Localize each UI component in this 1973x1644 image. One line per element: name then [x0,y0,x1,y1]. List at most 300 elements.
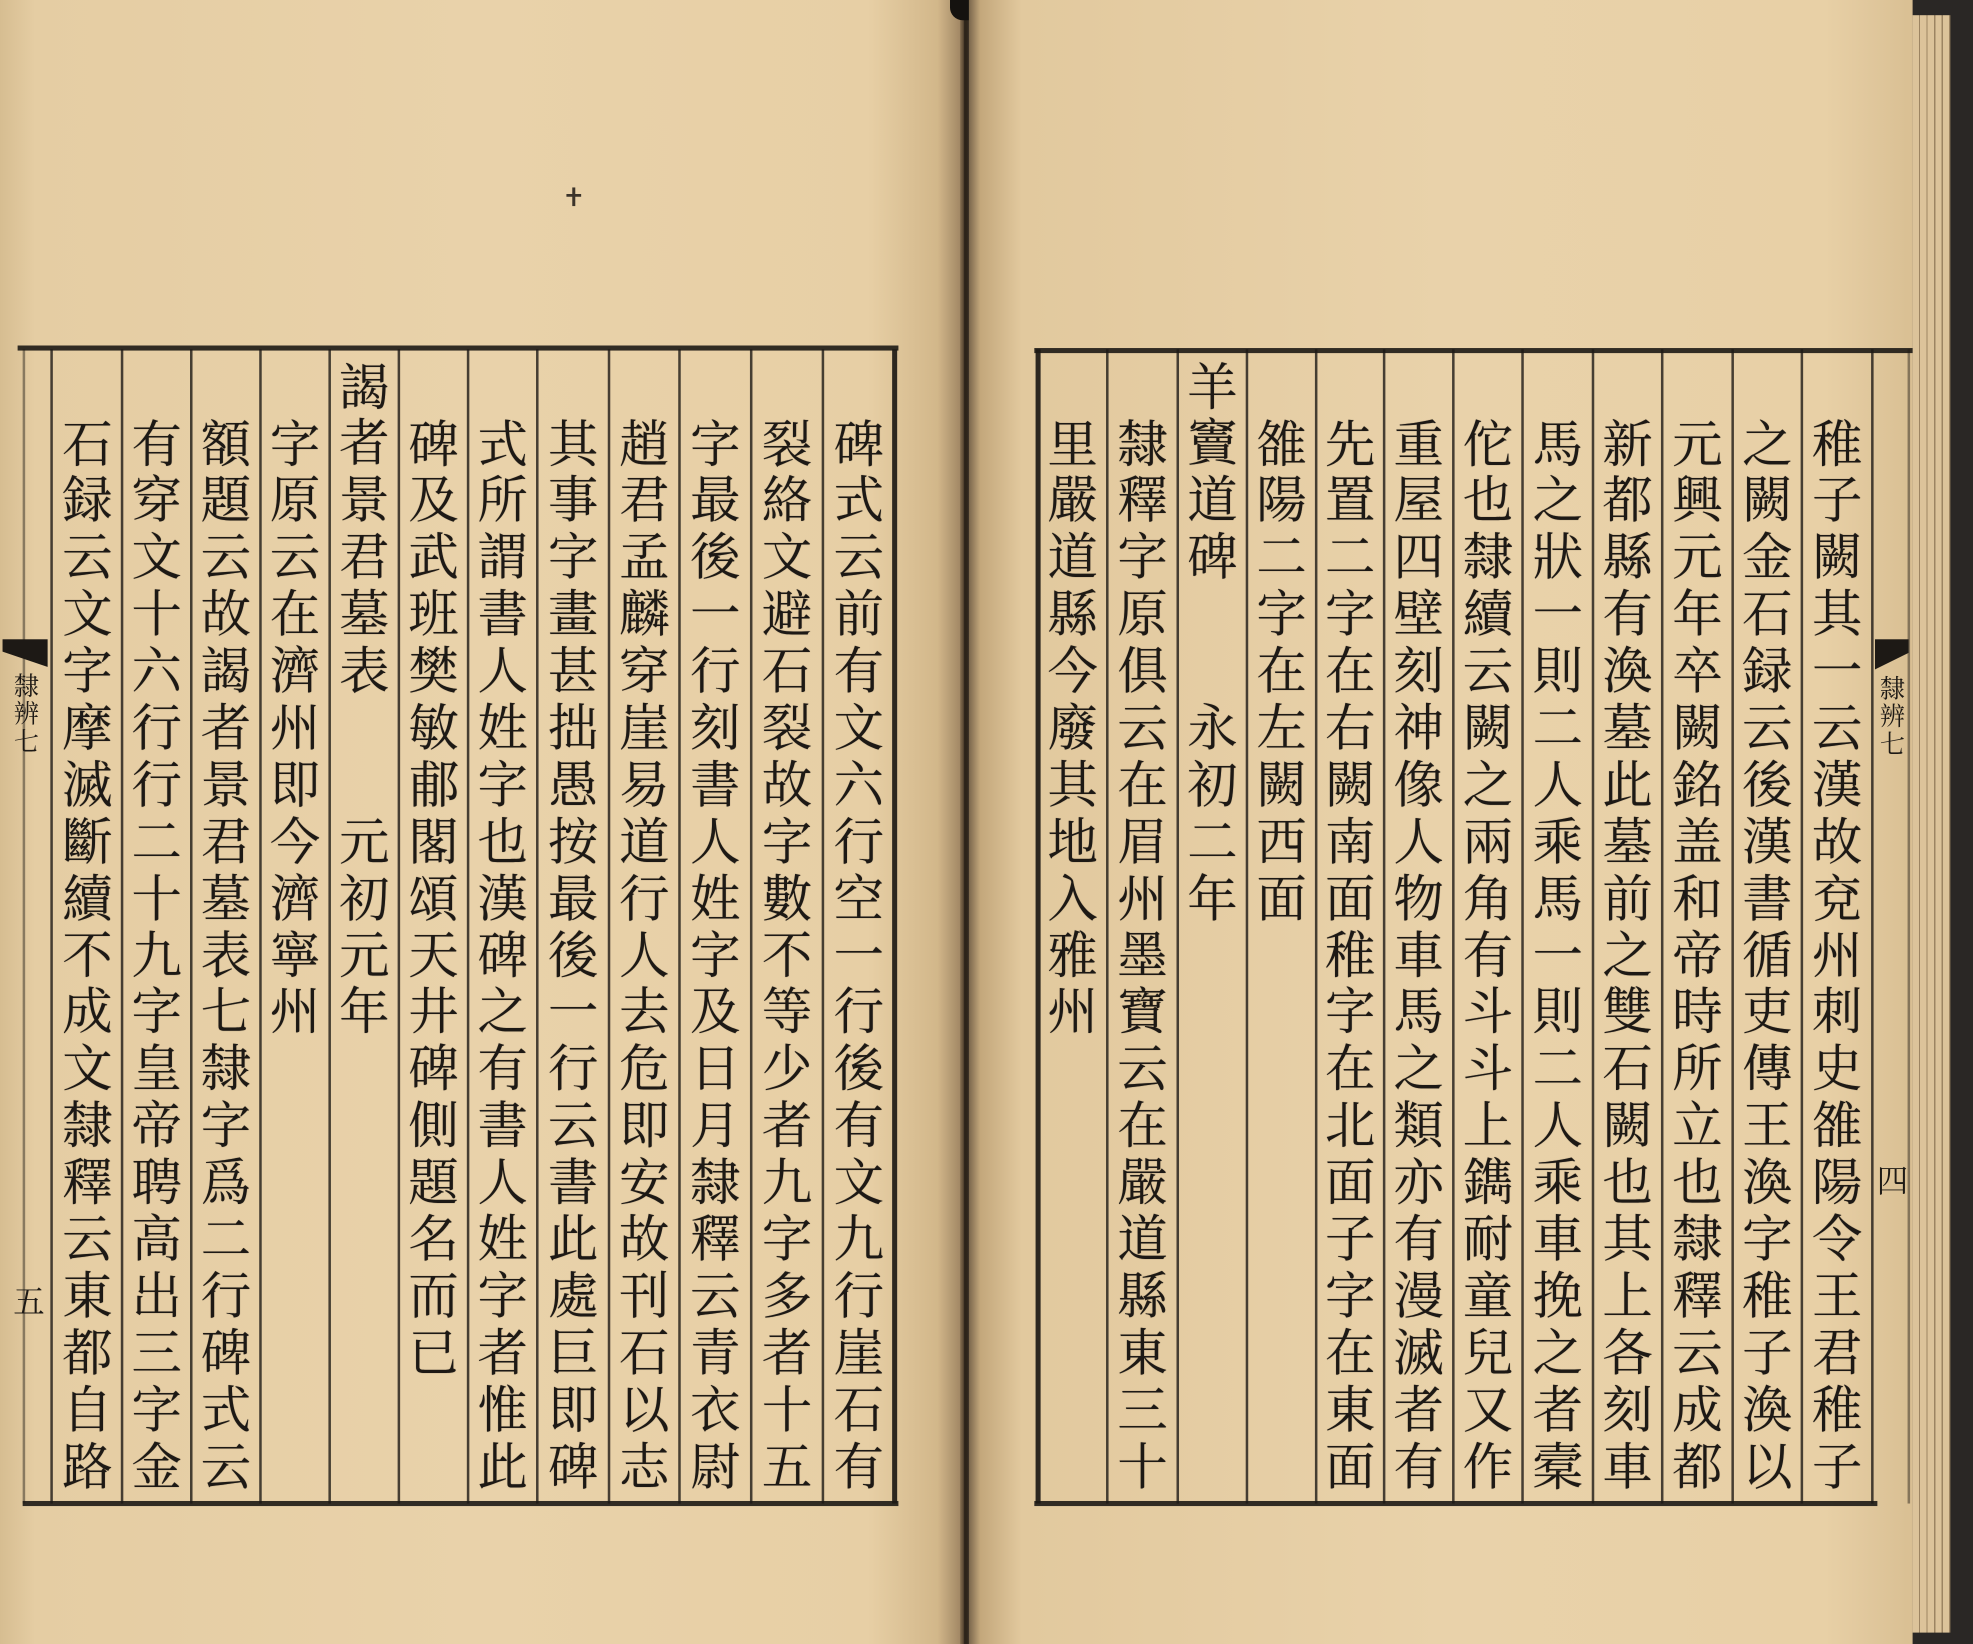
character: 字 [690,927,741,986]
character: 前 [1602,870,1653,929]
text-column [1320,417,1380,1496]
character: 崖 [833,1324,884,1383]
character: 巨 [547,1324,599,1383]
character: 吏 [1742,983,1793,1043]
character: 謂 [477,529,528,588]
character: 之 [1462,756,1514,815]
character: 班 [408,586,459,645]
character: 式 [200,1381,252,1440]
character: 縣 [1602,529,1653,588]
character: 物 [1393,870,1444,929]
character: 碑 [477,927,528,986]
character: 七 [200,983,252,1043]
character: 闕 [1462,699,1514,759]
character: 字 [131,1381,182,1440]
character: 釋 [62,1154,113,1213]
character: 其 [1047,756,1098,815]
character: 自 [62,1381,113,1440]
character: 故 [1811,813,1863,872]
character: 易 [619,756,670,815]
character: 墓 [339,586,390,645]
character: 子 [1811,1438,1863,1497]
character: 道 [1047,529,1098,588]
character: 一 [1532,927,1583,986]
character: 重 [1393,415,1444,474]
character: 元 [1672,415,1723,474]
column-rule [1521,349,1524,1503]
character: 在 [1324,642,1376,702]
character: 作 [1462,1438,1514,1497]
character: 題 [408,1154,459,1213]
character: 文 [131,529,182,588]
character: 挽 [1532,1267,1583,1327]
page-stack-edge [1913,15,1951,1632]
character: 而 [408,1267,459,1327]
character: 字 [761,813,813,872]
character: 車 [1602,1438,1653,1497]
character: 俱 [1117,642,1168,702]
character: 道 [1187,472,1238,531]
character: 隸 [1462,529,1514,588]
character: 表 [339,642,390,702]
frame-outer-border [1036,349,1041,1503]
character: 姓 [477,699,528,759]
text-column [1458,417,1518,1496]
character: 道 [1117,1211,1168,1270]
character: 立 [1672,1097,1723,1156]
character: 最 [547,870,599,929]
character: 有 [1602,586,1653,645]
character: 道 [619,813,670,872]
character: 闕 [1742,472,1793,531]
character: 云 [1811,699,1863,759]
character: 聘 [131,1154,182,1213]
character: 字 [761,1211,813,1270]
character: 永 [1187,699,1238,759]
character: 原 [269,472,321,531]
character: 都 [1672,1438,1723,1497]
character: 都 [62,1324,113,1383]
character: 衣 [690,1381,741,1440]
character: 今 [1047,642,1098,702]
character: 一 [1811,642,1863,702]
character: 武 [408,529,459,588]
character: 和 [1672,870,1723,929]
character: 則 [1532,983,1583,1043]
character: 者 [477,1324,528,1383]
character: 都 [1602,472,1653,531]
character: 志 [619,1438,670,1497]
character: 此 [477,1438,528,1497]
fold-edge-line [1908,349,1910,1503]
character: 盖 [1672,813,1723,872]
character: 稚 [1324,927,1376,986]
character: 眉 [1117,813,1168,872]
character: 即 [619,1097,670,1156]
character: 屋 [1393,472,1444,531]
character: 面 [1256,870,1307,929]
character: 二 [131,813,182,872]
character: 人 [477,1154,528,1213]
character: 者 [339,415,390,474]
character: 墓 [1602,699,1653,759]
character: 金 [1742,529,1793,588]
character: 云 [833,529,884,588]
character: 碑 [408,1040,459,1099]
text-column [1251,417,1311,928]
character: 令 [1811,1211,1863,1270]
character: 竇 [1187,415,1238,474]
character: 多 [761,1267,813,1327]
character: 各 [1602,1324,1653,1383]
character: 三 [131,1324,182,1383]
character: 二 [1532,699,1583,759]
character: 姓 [690,870,741,929]
character: 闕 [1324,756,1376,815]
character: 九 [761,1154,813,1213]
character: 在 [1324,1324,1376,1383]
character: 也 [1602,1154,1653,1213]
character: 馬 [1532,870,1583,929]
character: 字 [1117,529,1168,588]
character: 行 [131,699,182,759]
character: 車 [1532,1211,1583,1270]
character: 兒 [1462,1324,1514,1383]
character: 刻 [690,699,741,759]
character: 神 [1393,699,1444,759]
character: 辨 [13,698,40,729]
character: 等 [761,983,813,1043]
character: 成 [1672,1381,1723,1440]
character: 碑 [408,415,459,474]
character: 墓 [200,870,252,929]
character: 興 [1672,472,1723,531]
character: 石 [62,415,113,474]
character: 循 [1742,927,1793,986]
fold-center-line [1871,349,1874,1503]
character: 云 [62,1211,113,1270]
character: 人 [1532,756,1583,815]
character: 渙 [1602,642,1653,702]
column-rule [1383,349,1386,1503]
character: 九 [833,1211,884,1270]
character: 童 [1462,1267,1514,1327]
character: 不 [62,927,113,986]
character: 十 [131,586,182,645]
character: 隸 [690,1154,741,1213]
character: 爲 [200,1154,252,1213]
character: 嚴 [1047,472,1098,531]
character: 王 [1811,1267,1863,1327]
character: 佗 [1462,415,1514,474]
character: 九 [131,927,182,986]
character: 側 [408,1097,459,1156]
character: 字 [477,756,528,815]
character: 今 [269,813,321,872]
character: 年 [339,983,390,1043]
character: 闕 [1672,699,1723,759]
character: 之 [477,983,528,1043]
character: 墓 [1602,813,1653,872]
character: 州 [269,699,321,759]
character: 故 [200,586,252,645]
character: 二 [200,1211,252,1270]
character: 云 [690,1267,741,1327]
character: 字 [200,1097,252,1156]
character: 漢 [477,870,528,929]
character: 景 [200,756,252,815]
frame-top-border [1034,348,1912,353]
character: 字 [547,529,599,588]
character: 穿 [619,642,670,702]
character: 馬 [1532,415,1583,474]
character: 字 [477,1267,528,1327]
character: 刺 [1811,983,1863,1043]
character: 安 [619,1154,670,1213]
character: 州 [1811,927,1863,986]
frame-bottom-border [1034,1501,1877,1506]
character: 濟 [269,642,321,702]
character: 不 [761,927,813,986]
character: 後 [1742,756,1793,815]
character: 云 [62,529,113,588]
text-column [1112,417,1172,1496]
character: 隸 [13,670,40,702]
character: 子 [1742,1324,1793,1383]
character: 云 [1462,642,1514,702]
character: 君 [339,529,390,588]
character: 頌 [408,870,459,929]
character: 摩 [62,699,113,759]
character: 有 [833,1097,884,1156]
character: 釋 [1117,472,1168,531]
character: 字 [62,642,113,702]
character: 有 [833,1438,884,1497]
character: 也 [1462,472,1514,531]
character: 其 [1811,586,1863,645]
character: 此 [1602,756,1653,815]
character: 之 [1742,415,1793,474]
column-rule [1452,349,1455,1503]
column-rule [1246,349,1249,1503]
character: 在 [1117,756,1168,815]
character: 稚 [1811,1381,1863,1440]
character: 上 [1602,1267,1653,1327]
character: 耐 [1462,1211,1514,1270]
character: 碑 [833,415,884,474]
character: 碑 [200,1324,252,1383]
character: 六 [131,642,182,702]
character: 者 [761,1097,813,1156]
character: 行 [547,1040,599,1099]
character: 又 [1462,1381,1514,1440]
character: 在 [1256,642,1307,702]
character: 新 [1602,415,1653,474]
character: 有 [1393,1211,1444,1270]
character: 君 [200,813,252,872]
character: 有 [1462,927,1514,986]
character: 雅 [1047,927,1098,986]
character: 也 [477,813,528,872]
character: 滅 [1393,1324,1444,1383]
character: 後 [690,529,741,588]
character: 已 [408,1324,459,1383]
character: 謁 [200,642,252,702]
character: 畫 [547,586,599,645]
character: 銘 [1672,756,1723,815]
character: 高 [131,1211,182,1270]
character: 云 [1672,1324,1723,1383]
character: 里 [1047,415,1098,474]
fold-title [1874,675,1912,759]
character: 辨 [1879,701,1906,732]
character: 君 [619,472,670,531]
character: 書 [477,1097,528,1156]
character: 面 [1324,870,1376,929]
character: 處 [547,1267,599,1327]
character: 敏 [408,699,459,759]
character: 之 [1532,472,1583,531]
character: 愚 [547,756,599,815]
character: 雙 [1602,983,1653,1043]
character: 者 [1393,1381,1444,1440]
character: 斗 [1462,1040,1514,1099]
character: 狀 [1532,529,1583,588]
character: 題 [200,472,252,531]
character: 車 [1393,927,1444,986]
character: 之 [1532,1324,1583,1383]
character: 所 [1672,1040,1723,1099]
character: 也 [1672,1154,1723,1213]
character: 以 [619,1381,670,1440]
character: 續 [1462,586,1514,645]
character: 惟 [477,1381,528,1440]
character: 字 [1324,586,1376,645]
character: 在 [269,586,321,645]
character: 危 [619,1040,670,1099]
text-column [1807,417,1867,1496]
character: 帝 [131,1097,182,1156]
character: 人 [1393,813,1444,872]
character: 趙 [619,415,670,474]
character: 十 [1117,1438,1168,1497]
character: 字 [1742,1211,1793,1270]
character: 事 [547,472,599,531]
character: 式 [477,415,528,474]
character: 濟 [269,870,321,929]
character: 刊 [619,1267,670,1327]
character: 穿 [131,472,182,531]
character: 字 [269,415,321,474]
character: 乘 [1532,1154,1583,1213]
character: 按 [547,813,599,872]
character: 人 [619,927,670,986]
character: 乘 [1532,813,1583,872]
column-rule [1177,349,1180,1503]
character: 類 [1393,1097,1444,1156]
character: 云 [200,529,252,588]
text-column [1389,417,1449,1496]
character: 石 [1742,586,1793,645]
character: 及 [690,983,741,1043]
character: 漫 [1393,1267,1444,1327]
character: 其 [1602,1211,1653,1270]
character: 石 [1602,1040,1653,1099]
character: 云 [200,1438,252,1497]
character: 字 [131,983,182,1043]
character: 六 [833,756,884,815]
character: 一 [547,983,599,1043]
character: 元 [339,813,390,872]
character: 雒 [1811,1097,1863,1156]
character: 録 [1742,642,1793,702]
character: 刻 [1602,1381,1653,1440]
character: 裂 [761,415,813,474]
character: 四 [1876,1163,1909,1200]
character: 井 [408,983,459,1043]
character: 闕 [1602,1097,1653,1156]
character: 漢 [1811,756,1863,815]
character: 羊 [1187,358,1238,418]
character: 行 [833,983,884,1043]
character: 姓 [477,1211,528,1270]
character: 上 [1462,1097,1514,1156]
character: 行 [833,1267,884,1327]
character: 名 [408,1211,459,1270]
character: 絡 [761,472,813,531]
character: 縣 [1047,586,1098,645]
character: 其 [547,415,599,474]
entry-date [1182,701,1242,928]
text-column [1597,417,1657,1496]
character: 西 [1256,813,1307,872]
character: 斗 [1462,983,1514,1043]
character: 人 [1532,1097,1583,1156]
character: 闕 [1811,529,1863,588]
character: 兗 [1811,870,1863,929]
character: 者 [1532,1381,1583,1440]
character: 初 [1187,756,1238,815]
character: 縣 [1117,1267,1168,1327]
character: 壁 [1393,586,1444,645]
character: 裂 [761,699,813,759]
character: 在 [1117,1097,1168,1156]
character: 出 [131,1267,182,1327]
character: 寧 [269,927,321,986]
character: 天 [408,927,459,986]
character: 數 [761,870,813,929]
character: 文 [62,1040,113,1099]
character: 景 [339,472,390,531]
character: 墨 [1117,927,1168,986]
character: 年 [1187,870,1238,929]
character: 先 [1324,415,1376,474]
character: 入 [1047,870,1098,929]
character: 渙 [1742,1381,1793,1440]
character: 少 [761,1040,813,1099]
character: 子 [1324,1211,1376,1270]
character: 東 [1324,1381,1376,1440]
character: 崖 [619,699,670,759]
character: 槖 [1532,1438,1583,1497]
character: 云 [1742,699,1793,759]
character: 避 [761,586,813,645]
character: 石 [833,1381,884,1440]
character: 州 [1117,870,1168,929]
character: 年 [1672,586,1723,645]
text-column [1528,417,1588,1496]
character: 閣 [408,813,459,872]
